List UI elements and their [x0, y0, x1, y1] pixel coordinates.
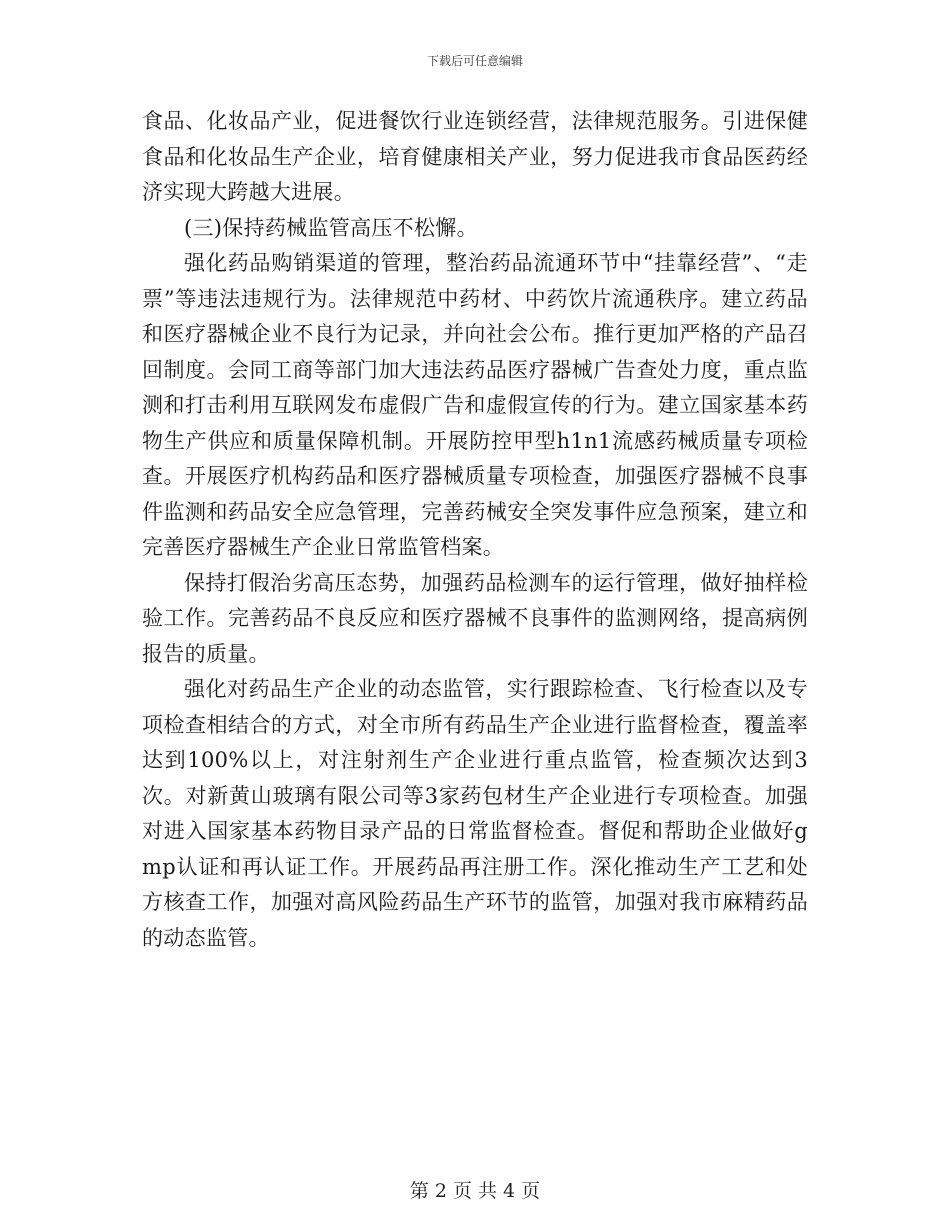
- document-body: [142, 104, 808, 956]
- paragraph-4: 保持打假治劣高压态势，加强药品检测车的运行管理，做好抽样检验工作。完善药品不良反应和医疗器械不良事件的监测网络，提高病例报告的质量。: [142, 570, 808, 666]
- paragraph-2-section-heading: (三)保持药械监管高压不松懈。: [184, 215, 478, 240]
- page-header: 下载后可任意编辑: [426, 54, 523, 68]
- page-footer: 第 2 页 共 4 页: [409, 1180, 541, 1202]
- paragraph-3: 强化药品购销渠道的管理，整治药品流通环节中“挂靠经营”、“走票”等违法违规行为。法律规范中药材、中药饮片流通秩序。建立药品和医疗器械企业不良行为记录，并向社会公布。推行更加严格的产品召回制度。会同工商等部门加大违法药品医疗器械广告查处力度，重点监测和打击利用互联网发布虚假广告和虚假宣传的行为。建立国家基本药物生产供应和质量保障机制。开展防控甲型h1n1流感药械质量专项检查。开展医疗机构药品和医疗器械质量专项检查，加强医疗器械不良事件监测和药品安全应急管理，完善药械安全突发事件应急预案，建立和完善医疗器械生产企业日常监管档案。: [142, 251, 808, 559]
- paragraph-5: 强化对药品生产企业的动态监管，实行跟踪检查、飞行检查以及专项检查相结合的方式，对全市所有药品生产企业进行监督检查，覆盖率达到100%以上，对注射剂生产企业进行重点监管，检查频次达到3次。对新黄山玻璃有限公司等3家药包材生产企业进行专项检查。加强对进入国家基本药物目录产品的日常监督检查。督促和帮助企业做好gmp认证和再认证工作。开展药品再注册工作。深化推动生产工艺和处方核查工作，加强对高风险药品生产环节的监管，加强对我市麻精药品的动态监管。: [142, 677, 808, 950]
- paragraph-1: 食品、化妆品产业，促进餐饮行业连锁经营，法律规范服务。引进保健食品和化妆品生产企业，培育健康相关产业，努力促进我市食品医药经济实现大跨越大进展。: [142, 109, 808, 204]
